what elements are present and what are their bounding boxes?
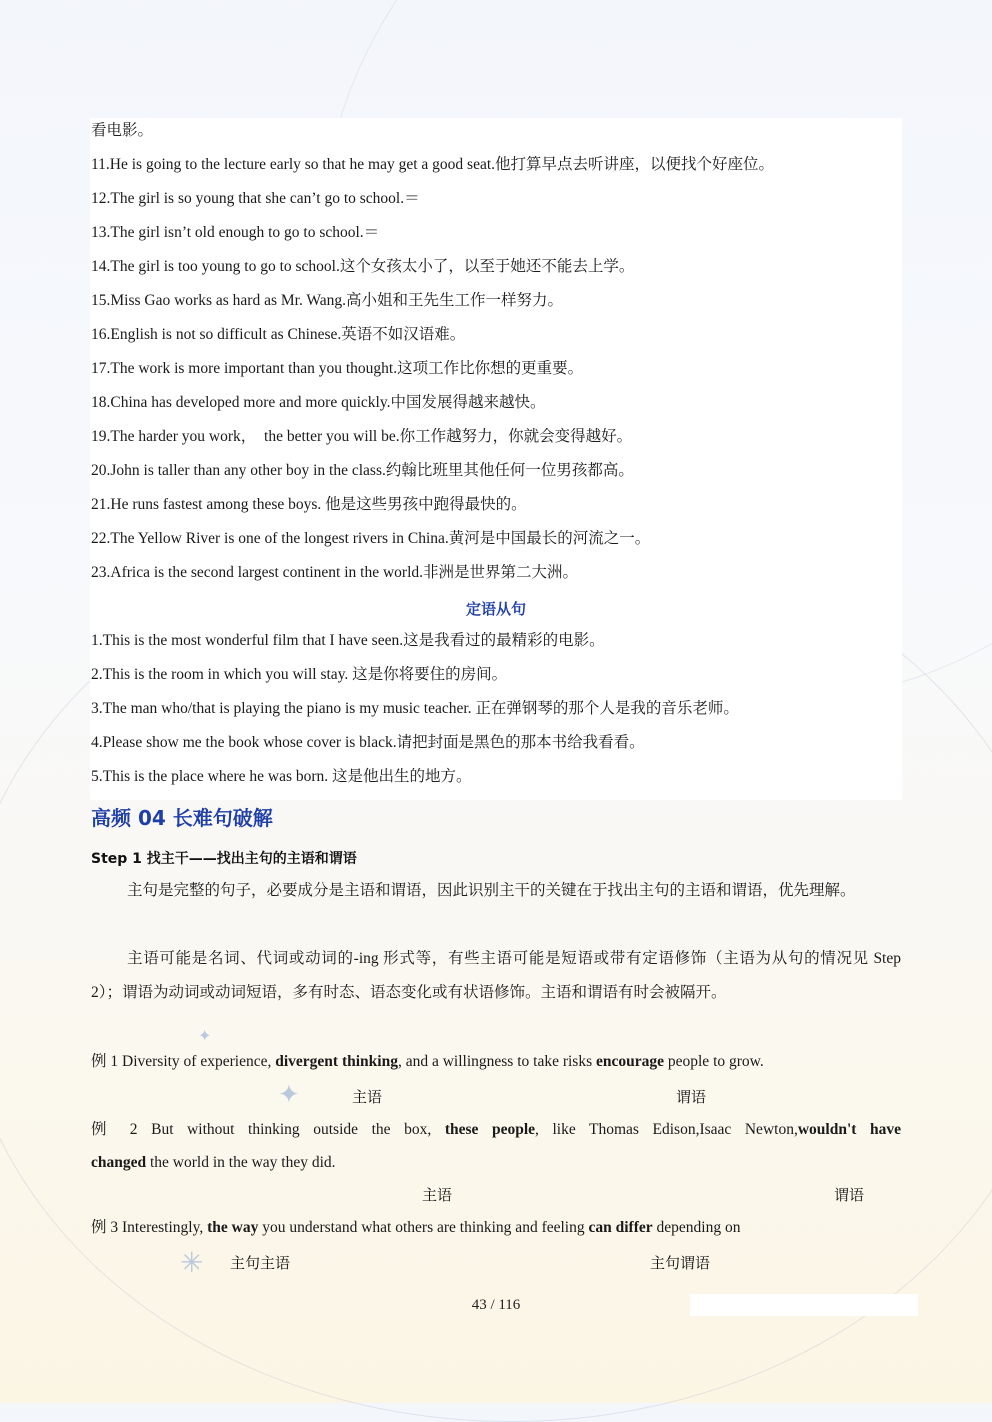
text-line: 23.Africa is the second largest continent in the world.非洲是世界第二大洲。: [91, 564, 579, 581]
predicate-label: 谓语: [676, 1088, 707, 1106]
predicate-label: 主句谓语: [650, 1254, 711, 1272]
section-title: 高频 04 长难句破解: [91, 806, 273, 830]
text-line: 22.The Yellow River is one of the longest rivers in China.黄河是中国最长的河流之一。: [91, 530, 651, 547]
predicate-text: can differ: [588, 1219, 653, 1236]
content-panel: [90, 118, 902, 800]
text-line: 16.English is not so difficult as Chinese.英语不如汉语难。: [91, 326, 466, 343]
predicate-text: wouldn't have: [797, 1121, 901, 1138]
text-line: 3.The man who/that is playing the piano is my music teacher. 正在弹钢琴的那个人是我的音乐老师。: [91, 700, 739, 717]
subject-text: these people: [444, 1121, 536, 1138]
sparkle-icon: ✦: [198, 1026, 212, 1045]
text-line: 15.Miss Gao works as hard as Mr. Wang.高小姐和王先生工作一样努力。: [91, 292, 564, 309]
sparkle-icon: ✳: [180, 1246, 204, 1279]
example-3: 例 3 Interestingly, the way you understand what others are thinking and feeling can differ depending on: [91, 1219, 741, 1236]
sparkle-icon: ✦: [278, 1080, 300, 1110]
clause-heading: 定语从句: [465, 600, 526, 618]
text-line: 12.The girl is so young that she can’t go to school.＝: [91, 190, 420, 207]
predicate-text: encourage: [595, 1053, 664, 1070]
subject-label: 主语: [422, 1186, 453, 1204]
text-line: 14.The girl is too young to go to school.这个女孩太小了，以至于她还不能去上学。: [91, 258, 635, 275]
page-number: 43 / 116: [471, 1297, 521, 1313]
subject-text: divergent thinking: [275, 1053, 398, 1070]
example-1: 例 1 Diversity of experience, divergent thinking, and a willingness to take risks encourage people to grow.: [91, 1053, 764, 1070]
text-line: 4.Please show me the book whose cover is black.请把封面是黑色的那本书给我看看。: [91, 734, 645, 751]
text-line: 11.He is going to the lecture early so that he may get a good seat.他打算早点去听讲座，以便找个好座位。: [91, 156, 775, 173]
text-line: 19.The harder you work， the better you will be.你工作越努力，你就会变得越好。: [91, 428, 633, 445]
text-line: 2.This is the room in which you will stay. 这是你将要住的房间。: [91, 666, 508, 683]
text-line: 5.This is the place where he was born. 这是他出生的地方。: [91, 768, 472, 785]
subject-label: 主语: [352, 1088, 383, 1106]
text-line: 13.The girl isn’t old enough to go to school.＝: [91, 224, 380, 241]
subject-text: the way: [207, 1219, 259, 1236]
predicate-text: changed: [91, 1154, 147, 1171]
example-2: 例 2 But without thinking outside the box, these people, like Thomas Edison,Isaac Newton,wouldn't have: [91, 1121, 901, 1138]
subject-label: 主句主语: [230, 1254, 291, 1272]
example-2-continued: changed the world in the way they did.: [91, 1154, 336, 1171]
text-line: 17.The work is more important than you thought.这项工作比你想的更重要。: [91, 360, 584, 377]
text-line: 20.John is taller than any other boy in the class.约翰比班里其他任何一位男孩都高。: [91, 462, 634, 479]
text-line: 看电影。: [91, 122, 154, 139]
predicate-label: 谓语: [834, 1186, 865, 1204]
text-line: 21.He runs fastest among these boys. 他是这些男孩中跑得最快的。: [91, 496, 527, 513]
text-line: 1.This is the most wonderful film that I have seen.这是我看过的最精彩的电影。: [91, 632, 605, 649]
paragraph: 主语可能是名词、代词或动词的-ing 形式等，有些主语可能是短语或带有定语修饰（主语为从句的情况见 Step 2）；谓语为动词或动词短语，多有时态、语态变化或有状语修饰。主语和谓语有时会被隔开。: [91, 950, 901, 1001]
paragraph: 主句是完整的句子，必要成分是主语和谓语，因此识别主干的关键在于找出主句的主语和谓语，优先理解。: [127, 882, 856, 899]
text-line: 18.China has developed more and more quickly.中国发展得越来越快。: [91, 394, 546, 411]
step-title: Step 1 找主干——找出主句的主语和谓语: [91, 851, 357, 867]
